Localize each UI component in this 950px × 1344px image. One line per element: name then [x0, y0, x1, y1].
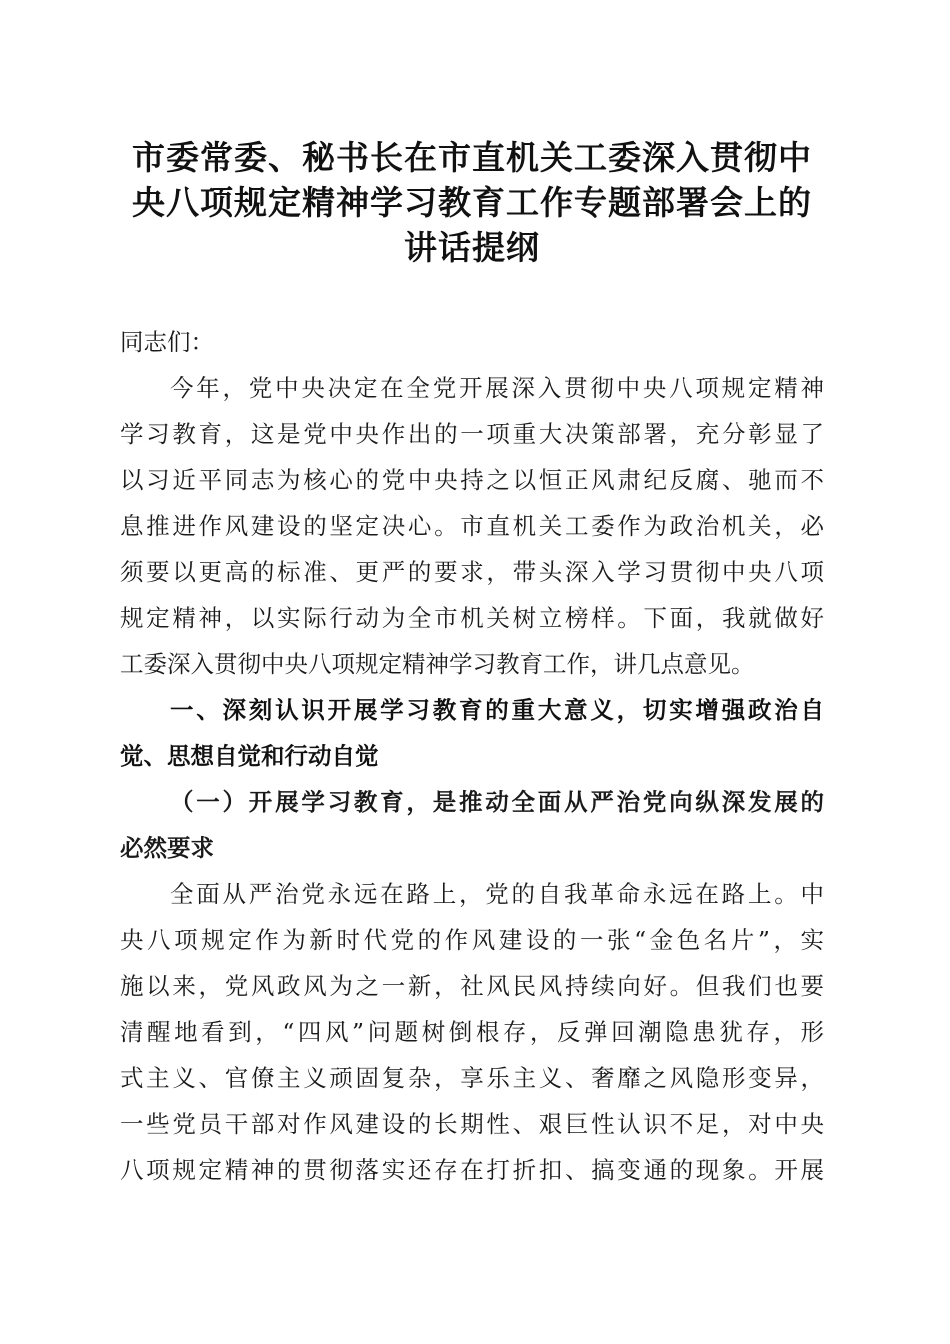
- document-title: [120, 135, 824, 270]
- heading-line: 一、深刻认识开展学习教育的重大意义，切实增强政治自: [170, 696, 824, 724]
- paragraph-line: 规定精神，以实际行动为全市机关树立榜样。下面，我就做好: [120, 604, 824, 632]
- paragraph-line: 施以来，党风政风为之一新，社风民风持续向好。但我们也要: [120, 972, 824, 1000]
- paragraph-line: 工委深入贯彻中央八项规定精神学习教育工作，讲几点意见。: [120, 650, 755, 678]
- paragraph-body: [120, 871, 824, 1193]
- subsection-heading-1-1: [120, 779, 824, 871]
- title-line: 讲话提纲: [404, 228, 540, 267]
- heading-line: （一）开展学习教育，是推动全面从严治党向纵深发展的: [170, 788, 824, 816]
- paragraph-line: 八项规定精神的贯彻落实还存在打折扣、搞变通的现象。开展: [120, 1156, 824, 1184]
- salutation: 同志们：: [120, 328, 214, 356]
- paragraph-line: 以习近平同志为核心的党中央持之以恒正风肃纪反腐、驰而不: [120, 466, 824, 494]
- paragraph-line: 息推进作风建设的坚定决心。市直机关工委作为政治机关，必: [120, 512, 824, 540]
- paragraph-line: 央八项规定作为新时代党的作风建设的一张“金色名片”，实: [120, 926, 824, 954]
- heading-line: 觉、思想自觉和行动自觉: [120, 742, 379, 770]
- paragraph-line: 学习教育，这是党中央作出的一项重大决策部署，充分彰显了: [120, 420, 824, 448]
- document-body: [120, 319, 824, 1193]
- paragraph-line: 式主义、官僚主义顽固复杂，享乐主义、奢靡之风隐形变异，: [120, 1064, 824, 1092]
- section-heading-1: [120, 687, 824, 779]
- heading-line: 必然要求: [120, 834, 214, 862]
- paragraph-intro: [120, 365, 824, 687]
- title-line: 央八项规定精神学习教育工作专题部署会上的: [132, 183, 812, 222]
- paragraph-line: 全面从严治党永远在路上，党的自我革命永远在路上。中: [170, 880, 824, 908]
- paragraph-line: 一些党员干部对作风建设的长期性、艰巨性认识不足，对中央: [120, 1110, 824, 1138]
- paragraph-line: 须要以更高的标准、更严的要求，带头深入学习贯彻中央八项: [120, 558, 824, 586]
- paragraph-line: 今年，党中央决定在全党开展深入贯彻中央八项规定精神: [170, 374, 824, 402]
- title-line: 市委常委、秘书长在市直机关工委深入贯彻中: [132, 138, 812, 177]
- paragraph-line: 清醒地看到，“四风”问题树倒根存，反弹回潮隐患犹存，形: [120, 1018, 824, 1046]
